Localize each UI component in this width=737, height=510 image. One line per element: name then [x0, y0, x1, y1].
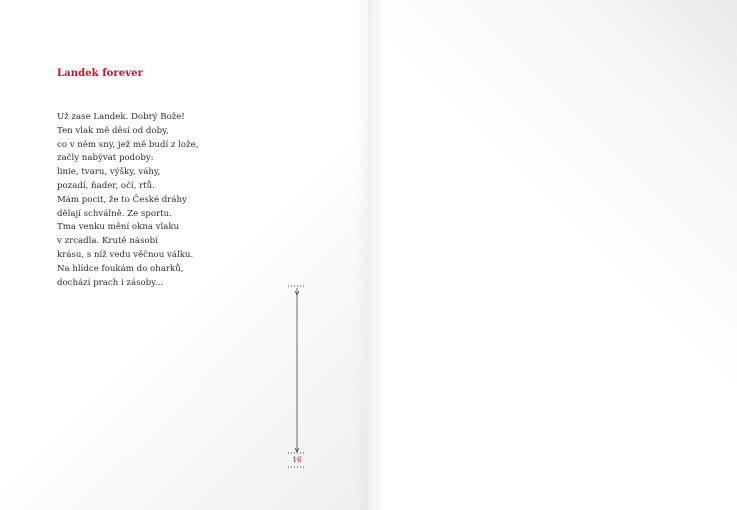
left-page: [0, 0, 368, 510]
poem-line: krásu, s níž vedu věčnou válku.: [57, 249, 194, 260]
poem-line: linie, tvaru, výšky, váhy,: [57, 167, 161, 178]
poem-body: [57, 111, 198, 290]
poem-line: Už zase Landek. Dobrý Bože!: [57, 112, 185, 122]
right-page: [368, 0, 737, 510]
page-marker-line: [287, 284, 307, 470]
poem-title: Landek forever: [57, 68, 143, 79]
poem-line: co v něm sny, jež mě budí z lože,: [57, 139, 199, 150]
poem-line: dochází prach i zásoby...: [57, 277, 164, 288]
poem-line: Ten vlak mě děsí od doby,: [57, 125, 169, 136]
poem-line: Tma venku mění okna vlaku: [57, 222, 180, 233]
poem-line: v zrcadla. Krutě násobí: [57, 236, 158, 247]
poem-line: pozadí, ňader, očí, rtů.: [57, 180, 155, 191]
poem-line: Mám pocit, že to České dráhy: [57, 194, 187, 205]
poem-line: dělají schválně. Ze sportu.: [57, 208, 172, 219]
poem-line: Na hlídce foukám do oharků,: [57, 263, 184, 274]
poem-line: začly nabývat podoby:: [57, 153, 154, 164]
page-number: 16: [292, 455, 302, 464]
